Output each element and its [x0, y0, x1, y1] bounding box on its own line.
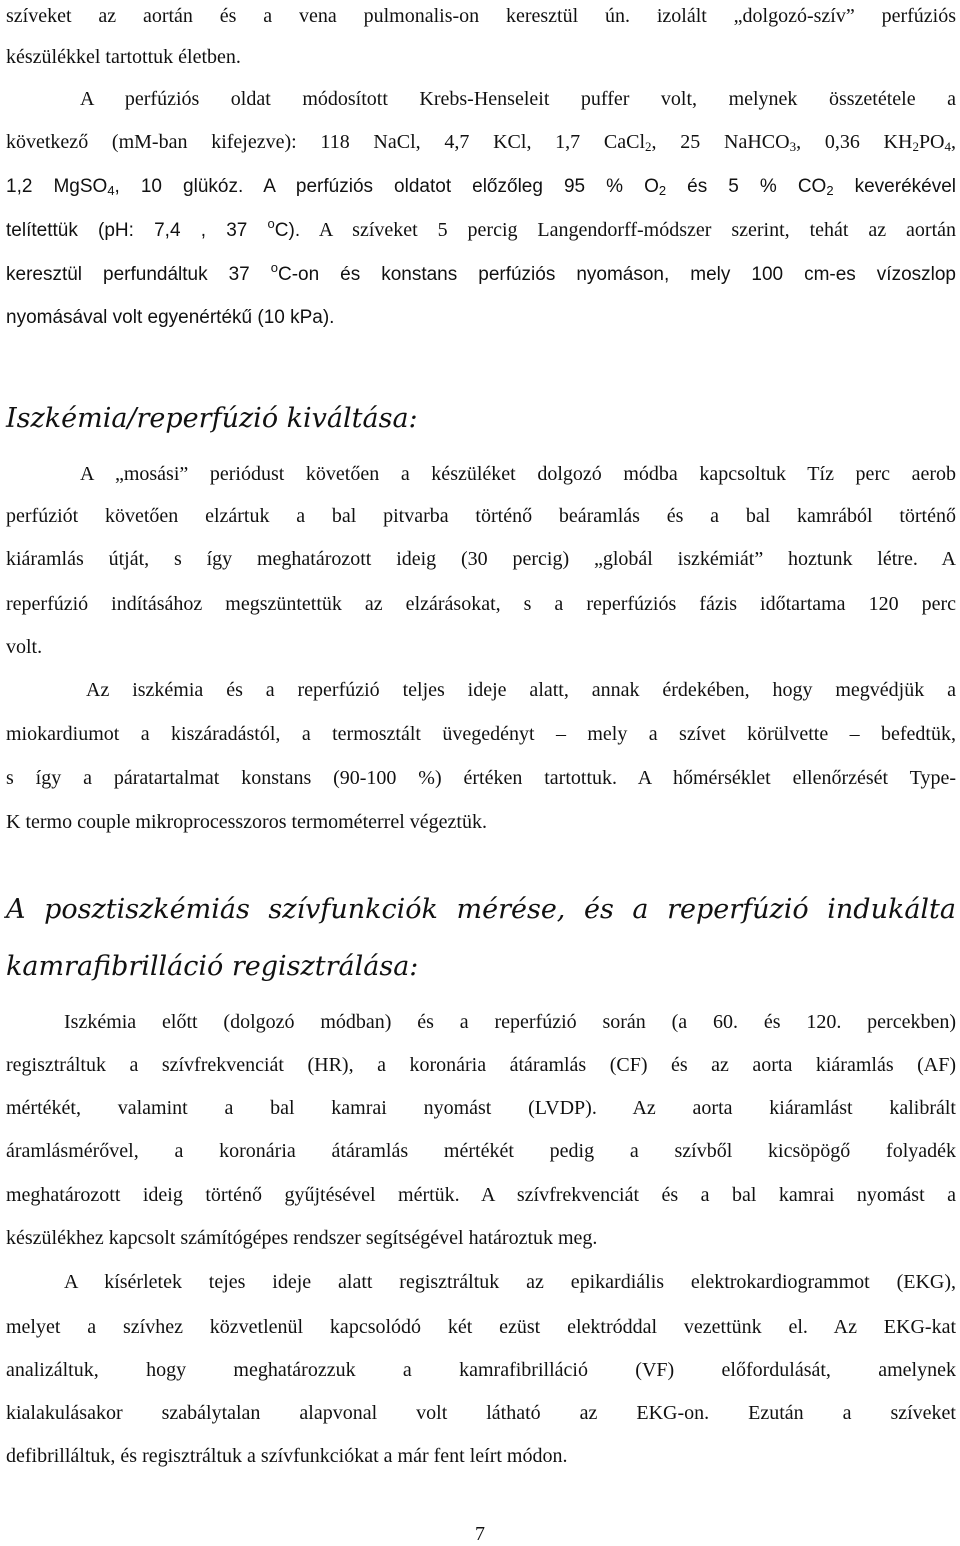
- subscript: 3: [789, 139, 797, 154]
- subscript: 2: [826, 183, 834, 198]
- text-line: s így a páratartalmat konstans (90-100 %) értéken tartottuk. A hőmérséklet ellenőrzését Type-: [6, 767, 956, 789]
- text-line: nyomásával volt egyenértékű (10 kPa).: [6, 307, 335, 328]
- text-span: telítettük (pH: 7,4 , 37: [6, 220, 268, 241]
- section-heading: A posztiszkémiás szívfunkciók mérése, és a reperfúzió indukálta: [6, 894, 956, 925]
- text-span: A szíveket 5 percig Langendorff-módszer szerint, tehát az aortán: [300, 219, 957, 241]
- text-line: Az iszkémia és a reperfúzió teljes ideje alatt, annak érdekében, hogy megvédjük a: [86, 679, 956, 701]
- superscript: o: [267, 216, 275, 231]
- text-line: melyet a szívhez közvetlenül kapcsolódó két ezüst elektróddal vezettünk el. Az EKG-kat: [6, 1316, 956, 1338]
- text-span: , 25 NaHCO: [651, 131, 790, 153]
- text-span: következő (mM-ban kifejezve): 118 NaCl, 4,7 KCl, 1,7 CaCl: [6, 131, 646, 153]
- text-line: A kísérletek tejes ideje alatt regisztráltuk az epikardiális elektrokardiogrammot (EKG),: [64, 1271, 956, 1293]
- text-span: és 5 % CO: [666, 176, 827, 197]
- text-line: A „mosási” periódust követően a készüléket dolgozó módba kapcsoltuk Tíz perc aerob: [80, 463, 956, 485]
- text-line: [6, 262, 956, 287]
- subscript: 2: [645, 139, 652, 154]
- page-number: 7: [475, 1523, 485, 1545]
- text-span: keresztül perfundáltuk 37: [6, 264, 271, 285]
- text-span: A perfúziós oldatot előzőleg 95 % O: [243, 176, 659, 197]
- text-span: 1,2 MgSO: [6, 176, 108, 197]
- text-line: A perfúziós oldat módosított Krebs-Henseleit puffer volt, melynek összetétele a: [80, 88, 956, 110]
- text-line: perfúziót követően elzártuk a bal pitvarba történő beáramlás és a bal kamrából történő: [6, 505, 956, 527]
- subscript: 4: [944, 139, 952, 154]
- text-span: [6, 260, 956, 285]
- text-line: meghatározott ideig történő gyűjtésével mértük. A szívfrekvenciát és a bal kamrai nyomást a: [6, 1184, 956, 1206]
- text-line: kialakulásakor szabálytalan alapvonal volt látható az EKG-on. Ezután a szíveket: [6, 1402, 956, 1424]
- text-line: reperfúzió indításához megszüntettük az elzárásokat, s a reperfúziós fázis időtartama 120 perc: [6, 593, 956, 615]
- text-line: analizáltuk, hogy meghatározzuk a kamrafibrilláció (VF) előfordulását, amelynek: [6, 1359, 956, 1381]
- text-line: miokardiumot a kiszáradástól, a termosztált üvegedényt – mely a szívet körülvette – befedtük,: [6, 723, 956, 745]
- text-span: [6, 176, 956, 197]
- text-line: készülékhez kapcsolt számítógépes rendszer segítségével határoztuk meg.: [6, 1227, 598, 1249]
- text-line: szíveket az aortán és a vena pulmonalis-on keresztül ún. izolált „dolgozó-szív” perfúziós: [6, 5, 956, 27]
- text-span: [6, 216, 301, 241]
- text-line: áramlásmérővel, a koronária átáramlás mértékét pedig a szívből kicsöpögő folyadék: [6, 1140, 956, 1162]
- text-span: keverékével: [833, 176, 956, 197]
- superscript: o: [270, 260, 278, 275]
- text-span: C).: [274, 220, 301, 241]
- text-line: volt.: [6, 636, 43, 658]
- subscript: 2: [912, 139, 919, 154]
- text-line: K termo couple mikroprocesszoros termométerrel végeztük.: [6, 811, 487, 833]
- text-line: kiáramlás útját, s így meghatározott ideig (30 percig) „globál iszkémiát” hoztunk létre. A: [6, 548, 956, 570]
- text-span: PO: [918, 131, 945, 153]
- text-line: Iszkémia előtt (dolgozó módban) és a reperfúzió során (a 60. és 120. percekben): [64, 1011, 956, 1033]
- text-line: készülékkel tartottuk életben.: [6, 46, 241, 68]
- subscript: 2: [658, 183, 667, 198]
- text-line: mértékét, valamint a bal kamrai nyomást (LVDP). Az aorta kiáramlást kalibrált: [6, 1097, 956, 1119]
- text-line: [6, 218, 956, 243]
- section-heading: Iszkémia/reperfúzió kiváltása:: [6, 403, 418, 434]
- text-line: regisztráltuk a szívfrekvenciát (HR), a koronária átáramlás (CF) és az aorta kiáramlás (AF): [6, 1054, 956, 1076]
- section-heading: kamrafibrilláció regisztrálása:: [6, 951, 419, 982]
- text-span: , 10 glükóz.: [114, 176, 244, 197]
- subscript: 4: [107, 183, 115, 198]
- text-span: ,: [951, 131, 957, 153]
- text-span: C-on és konstans perfúziós nyomáson, mely 100 cm-es vízoszlop: [277, 264, 956, 285]
- text-span: , 0,36 KH: [796, 131, 913, 153]
- text-line: defibrilláltuk, és regisztráltuk a szívfunkciókat a már fent leírt módon.: [6, 1445, 568, 1467]
- text-line: [6, 174, 956, 199]
- text-line: [6, 130, 956, 154]
